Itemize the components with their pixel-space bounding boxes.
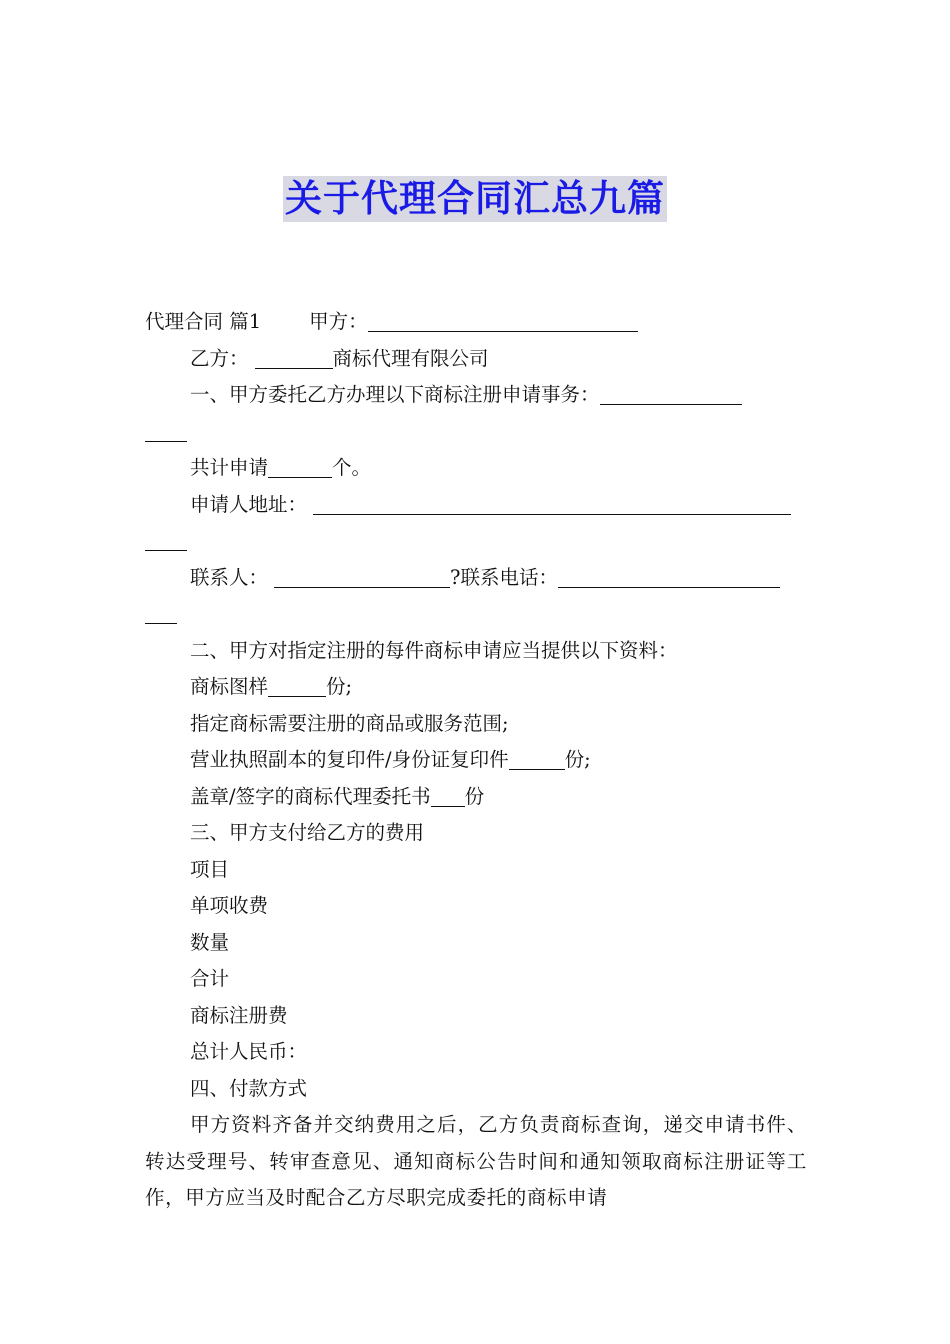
party-a-blank[interactable] — [368, 309, 638, 332]
scope-text: 指定商标需要注册的商品或服务范围; — [190, 711, 509, 735]
trademark-sample-suffix: 份; — [326, 675, 353, 698]
line-count — [145, 450, 807, 487]
line-section-2 — [145, 633, 807, 670]
phone-blank-wrap[interactable] — [145, 601, 177, 624]
quantity-label: 数量 — [190, 930, 230, 954]
poa-suffix: 份 — [464, 784, 485, 808]
item-label: 项目 — [190, 857, 230, 881]
license-copy-label: 营业执照副本的复印件/身份证复印件 — [190, 748, 509, 771]
line-contact — [145, 560, 807, 597]
contract-heading: 代理合同 篇1 — [145, 310, 262, 333]
line-power-of-attorney — [145, 779, 807, 816]
section-3-text: 三、甲方支付给乙方的费用 — [190, 821, 425, 844]
address-blank-wrap[interactable] — [145, 528, 187, 551]
document-title: 关于代理合同汇总九篇 — [285, 177, 665, 220]
line-subtotal — [145, 961, 807, 998]
phone-label: ?联系电话： — [450, 565, 558, 589]
payment-paragraph: 甲方资料齐备并交纳费用之后，乙方负责商标查询，递交申请书件、转达受理号、转审查意见、通知商标公告时间和通知领取商标注册证等工作，甲方应当及时配合乙方尽职完成委托的商标申请 — [145, 1113, 807, 1209]
subtotal-label: 合计 — [190, 967, 230, 990]
line-address — [145, 487, 807, 524]
section-1-text: 一、甲方委托乙方办理以下商标注册申请事务： — [190, 383, 600, 406]
line-quantity — [145, 925, 807, 962]
line-license-copy — [145, 742, 807, 779]
count-blank[interactable] — [268, 455, 332, 478]
license-copy-blank[interactable] — [509, 747, 565, 770]
count-label: 共计申请 — [190, 456, 269, 479]
line-registration-fee — [145, 998, 807, 1035]
line-trademark-sample — [145, 669, 807, 706]
title-container — [0, 176, 950, 222]
poa-label: 盖章/签字的商标代理委托书 — [190, 784, 431, 808]
phone-blank[interactable] — [558, 565, 780, 588]
section-2-text: 二、甲方对指定注册的每件商标申请应当提供以下资料： — [190, 638, 678, 662]
section-1-blank[interactable] — [600, 382, 742, 405]
party-a-label: 甲方： — [309, 310, 368, 333]
section-4-text: 四、付款方式 — [190, 1076, 308, 1100]
address-blank[interactable] — [313, 492, 791, 515]
line-address-wrap — [145, 523, 807, 560]
license-copy-suffix: 份; — [564, 748, 591, 771]
line-party-a — [145, 304, 807, 341]
contact-blank[interactable] — [274, 565, 450, 588]
section-1-blank-wrap[interactable] — [145, 419, 187, 442]
registration-fee-label: 商标注册费 — [190, 1003, 288, 1027]
party-b-company: 商标代理有限公司 — [332, 346, 489, 370]
line-section-1 — [145, 377, 807, 414]
line-party-b — [145, 341, 807, 378]
line-unit-fee — [145, 888, 807, 925]
line-section-3 — [145, 815, 807, 852]
poa-blank[interactable] — [431, 784, 465, 807]
trademark-sample-blank[interactable] — [268, 674, 326, 697]
line-section-1-wrap — [145, 414, 807, 451]
line-section-4 — [145, 1071, 807, 1108]
party-b-label: 乙方： — [190, 346, 249, 370]
line-contact-wrap — [145, 596, 807, 633]
count-suffix: 个。 — [332, 456, 372, 479]
total-label: 总计人民币： — [190, 1040, 308, 1063]
trademark-sample-label: 商标图样 — [190, 675, 269, 698]
address-label: 申请人地址： — [190, 492, 308, 516]
line-item — [145, 852, 807, 889]
unit-fee-label: 单项收费 — [190, 894, 269, 917]
contact-label: 联系人： — [190, 565, 269, 589]
document-body — [145, 304, 807, 1217]
line-scope — [145, 706, 807, 743]
line-total — [145, 1034, 807, 1071]
party-b-blank[interactable] — [255, 346, 333, 369]
